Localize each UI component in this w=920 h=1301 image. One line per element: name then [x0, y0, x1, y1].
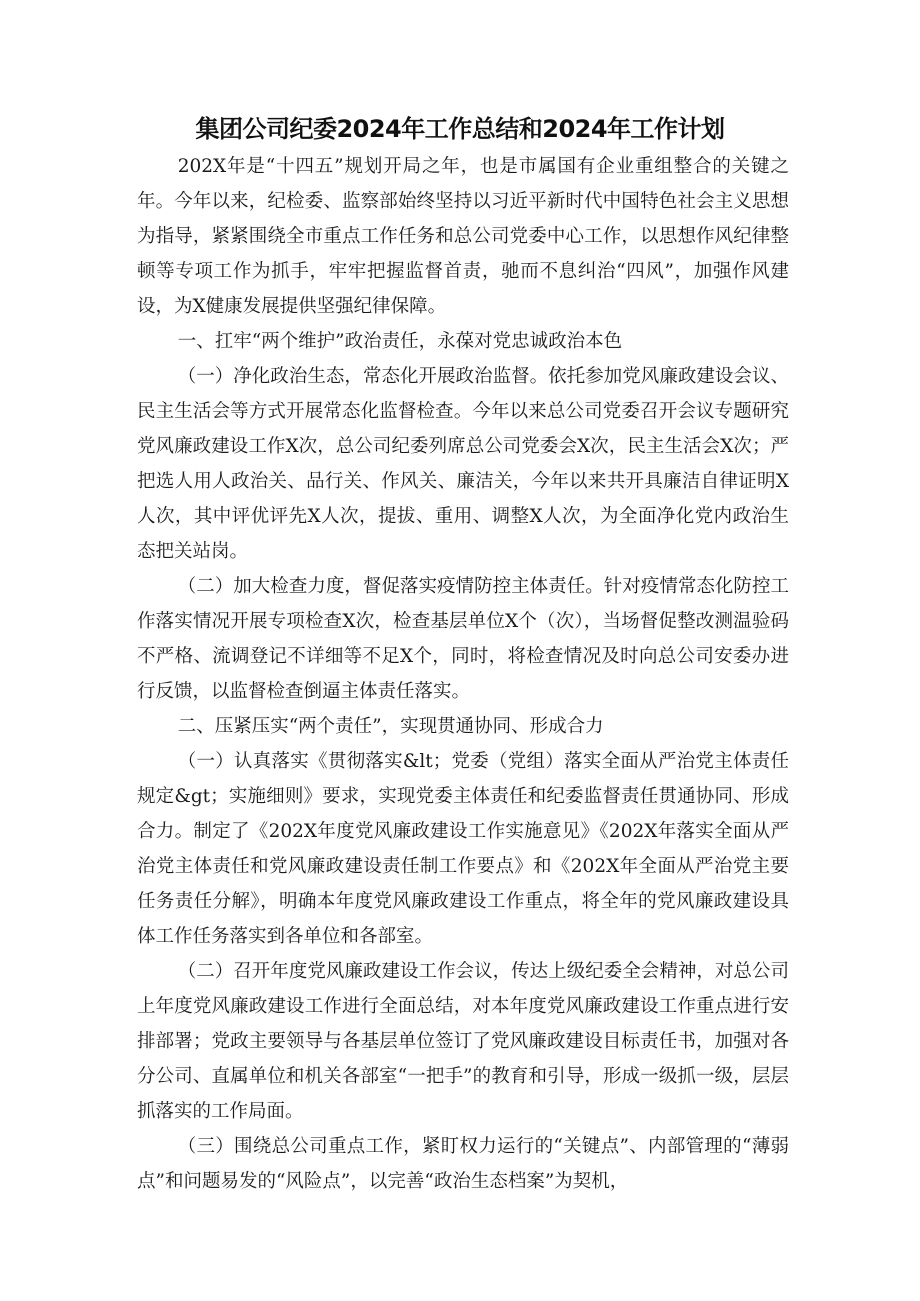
paragraph-2-2: （二）召开年度党风廉政建设工作会议，传达上级纪委全会精神，对总公司上年度党风廉政建设工作进行全面总结，对本年度党风廉政建设工作重点进行安排部署；党政主要领导与各基层单位签订了党风廉政建设目标责任书，加强对各分公司、直属单位和机关各部室“一把手”的教育和引导，形成一级抓一级，层层抓落实的工作局面。: [137, 961, 789, 1122]
document-body: [137, 149, 789, 1199]
paragraph-intro: 202X年是“十四五”规划开局之年，也是市属国有企业重组整合的关键之年。今年以来，纪检委、监察部始终坚持以习近平新时代中国特色社会主义思想为指导，紧紧围绕全市重点工作任务和总公司党委中心工作，以思想作风纪律整顿等专项工作为抓手，牢牢把握监督首责，驰而不息纠治“四风”，加强作风建设，为X健康发展提供坚强纪律保障。: [137, 156, 789, 317]
section-heading-2: 二、压紧压实“两个责任”，实现贯通协同、形成合力: [177, 716, 604, 737]
paragraph-1-1: （一）净化政治生态，常态化开展政治监督。依托参加党风廉政建设会议、民主生活会等方式开展常态化监督检查。今年以来总公司党委召开会议专题研究党风廉政建设工作X次，总公司纪委列席总公司党委会X次，民主生活会X次；严把选人用人政治关、品行关、作风关、廉洁关，今年以来共开具廉洁自律证明X人次，其中评优评先X人次，提拔、重用、调整X人次，为全面净化党内政治生态把关站岗。: [137, 366, 789, 562]
paragraph-1-2: （二）加大检查力度，督促落实疫情防控主体责任。针对疫情常态化防控工作落实情况开展专项检查X次，检查基层单位X个（次），当场督促整改测温验码不严格、流调登记不详细等不足X个，同时，将检查情况及时向总公司安委办进行反馈，以监督检查倒逼主体责任落实。: [137, 576, 789, 702]
section-heading-1: 一、扛牢“两个维护”政治责任，永葆对党忠诚政治本色: [177, 331, 623, 352]
paragraph-2-3: （三）围绕总公司重点工作，紧盯权力运行的“关键点”、内部管理的“薄弱点”和问题易发的“风险点”，以完善“政治生态档案”为契机，: [137, 1136, 789, 1192]
document-title: 集团公司纪委2024年工作总结和2024年工作计划: [195, 115, 725, 143]
paragraph-2-1: （一）认真落实《贯彻落实&lt；党委（党组）落实全面从严治党主体责任规定&gt；实施细则》要求，实现党委主体责任和纪委监督责任贯通协同、形成合力。制定了《202X年度党风廉政建设工作实施意见》《202X年落实全面从严治党主体责任和党风廉政建设责任制工作要点》和《202X年全面从严治党主要任务责任分解》，明确本年度党风廉政建设工作重点，将全年的党风廉政建设具体工作任务落实到各单位和各部室。: [137, 751, 789, 947]
